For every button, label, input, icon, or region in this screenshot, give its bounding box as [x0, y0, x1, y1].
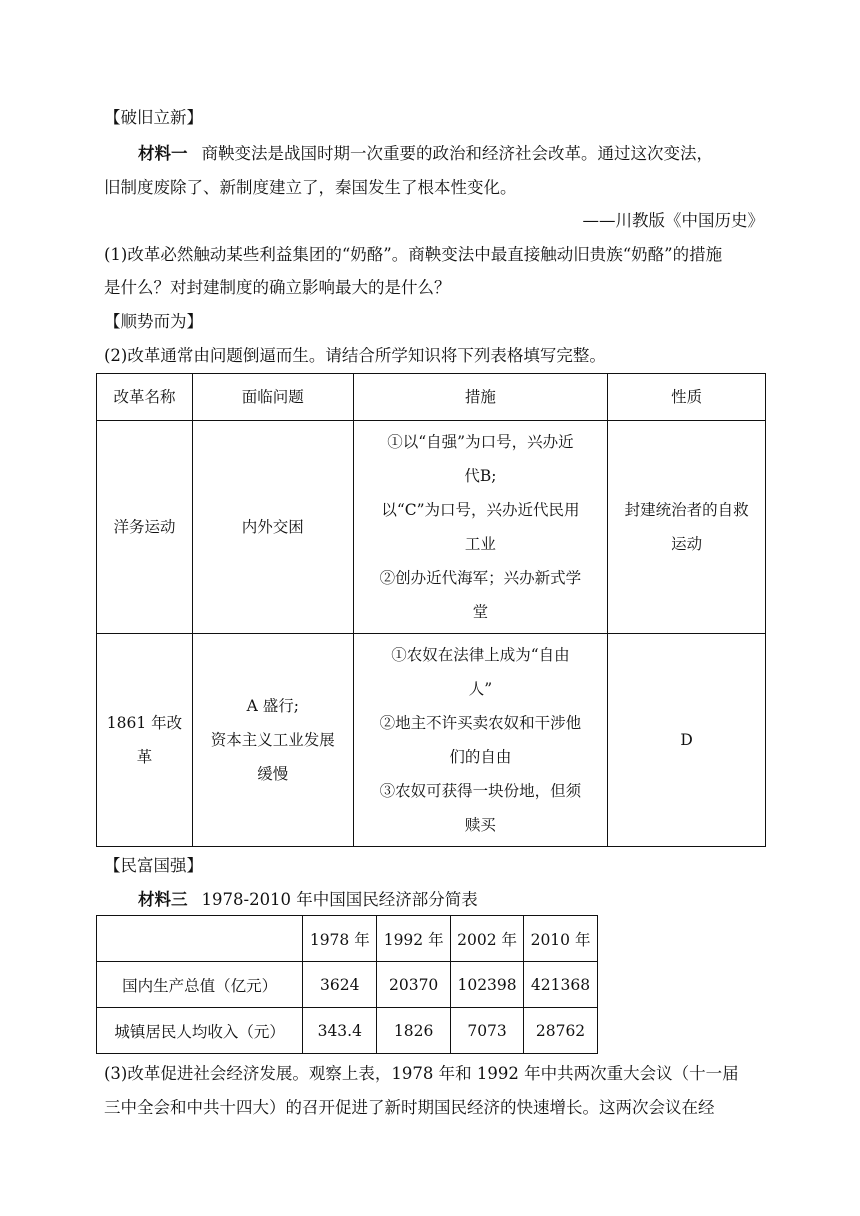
measure-line: 人” [468, 680, 493, 698]
row-label: 城镇居民人均收入（元） [97, 1008, 303, 1054]
name-line: 革 [136, 748, 153, 766]
material-one-source: ——川教版《中国历史》 [582, 211, 764, 230]
value-cell: 343.4 [303, 1008, 377, 1054]
measure-line: ①农奴在法律上成为“自由 [391, 646, 570, 664]
reform-table [96, 373, 766, 847]
nature-line: 运动 [671, 535, 703, 553]
header-reform-name: 改革名称 [97, 374, 193, 421]
income-row [97, 1008, 598, 1054]
problem-line: 缓慢 [257, 765, 289, 783]
value-cell: 20370 [377, 962, 451, 1008]
reform-row-1861 [97, 634, 766, 847]
measure-line: ①以“自强”为口号，兴办近 [387, 433, 574, 451]
measure-line: 赎买 [464, 816, 496, 834]
section-title-prosperity: 【民富国强】 [104, 856, 203, 875]
measure-line: ②地主不许买卖农奴和干涉他 [379, 714, 582, 732]
material-three-label: 材料三 [138, 890, 188, 909]
value-cell: 421368 [524, 962, 598, 1008]
economy-header-row [97, 916, 598, 962]
value-cell: 28762 [524, 1008, 598, 1054]
problem-cell [192, 634, 353, 847]
section-title-follow-trend: 【顺势而为】 [104, 312, 203, 331]
name-line: 1861 年改 [106, 714, 183, 732]
measure-line: 工业 [464, 535, 496, 553]
question-2-line1: (2)改革通常由问题倒逼而生。请结合所学知识将下列表格填写完整。 [104, 346, 606, 365]
nature-cell [608, 421, 766, 634]
year-header: 1978 年 [303, 916, 377, 962]
value-cell: 3624 [303, 962, 377, 1008]
nature-cell: D [608, 634, 766, 847]
year-header: 2010 年 [524, 916, 598, 962]
value-cell: 7073 [451, 1008, 524, 1054]
reform-name-cell: 洋务运动 [97, 421, 193, 634]
material-three-line [138, 886, 478, 910]
problem-cell: 内外交困 [192, 421, 353, 634]
measure-line: 代B; [464, 467, 497, 485]
measure-line: ③农奴可获得一块份地，但须 [379, 782, 582, 800]
material-one-label: 材料一 [138, 144, 188, 163]
material-one-text1: 商鞅变法是战国时期一次重要的政治和经济社会改革。通过这次变法， [201, 144, 713, 163]
gdp-row [97, 962, 598, 1008]
reform-row-westernization [97, 421, 766, 634]
economy-corner-cell [97, 916, 303, 962]
material-one-line1 [138, 140, 713, 164]
measure-line: 堂 [472, 603, 489, 621]
measure-line: 们的自由 [449, 748, 512, 766]
reform-table-header-row [97, 374, 766, 421]
header-measures: 措施 [353, 374, 608, 421]
reform-name-cell [97, 634, 193, 847]
measure-line: ②创办近代海军；兴办新式学 [379, 569, 582, 587]
row-label: 国内生产总值（亿元） [97, 962, 303, 1008]
measures-cell [353, 634, 608, 847]
value-cell: 1826 [377, 1008, 451, 1054]
economy-table [96, 915, 598, 1054]
year-header: 2002 年 [451, 916, 524, 962]
measures-cell [353, 421, 608, 634]
header-nature: 性质 [608, 374, 766, 421]
nature-line: 封建统治者的自救 [624, 501, 749, 519]
question-1-line2: 是什么？对封建制度的确立影响最大的是什么？ [104, 278, 451, 297]
question-3-line1: (3)改革促进社会经济发展。观察上表，1978 年和 1992 年中共两次重大会议（十一届 [104, 1064, 739, 1083]
section-title-breaking-old: 【破旧立新】 [104, 108, 203, 127]
question-1-line1: (1)改革必然触动某些利益集团的“奶酪”。商鞅变法中最直接触动旧贵族“奶酪”的措施 [104, 245, 723, 264]
material-three-text: 1978-2010 年中国国民经济部分简表 [201, 890, 478, 909]
value-cell: 102398 [451, 962, 524, 1008]
measure-line: 以“C”为口号，兴办近代民用 [381, 501, 580, 519]
problem-line: 资本主义工业发展 [210, 731, 335, 749]
material-one-line2: 旧制度废除了、新制度建立了，秦国发生了根本性变化。 [104, 178, 517, 197]
problem-line: A 盛行; [246, 697, 299, 715]
year-header: 1992 年 [377, 916, 451, 962]
question-3-line2: 三中全会和中共十四大）的召开促进了新时期国民经济的快速增长。这两次会议在经 [104, 1098, 715, 1117]
header-problem: 面临问题 [192, 374, 353, 421]
